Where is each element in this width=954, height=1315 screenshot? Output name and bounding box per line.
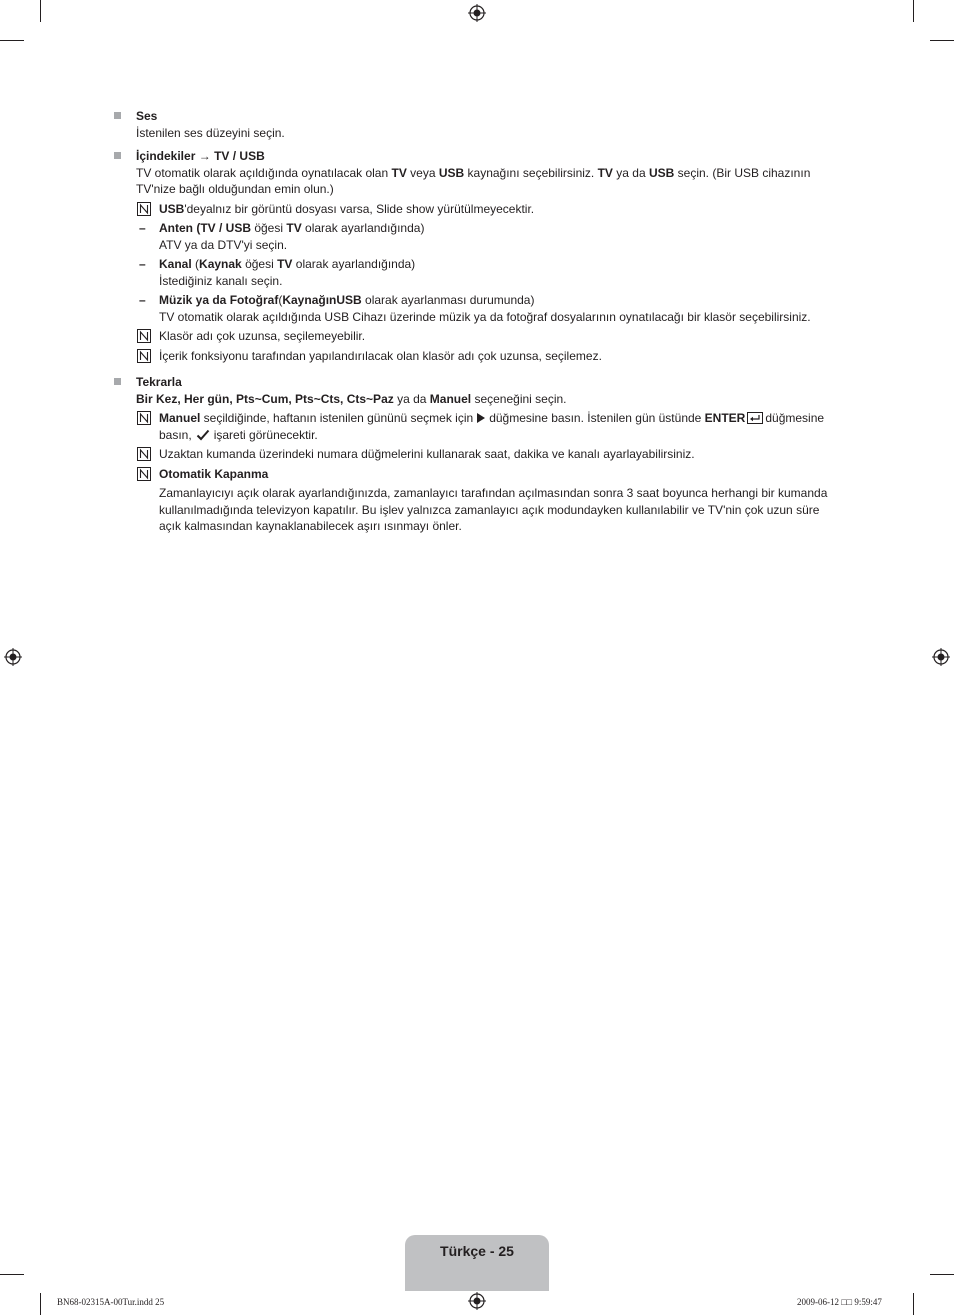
dash-marker: – bbox=[139, 221, 146, 235]
note-item bbox=[113, 328, 848, 345]
section-title: Ses bbox=[136, 109, 158, 123]
text-bold: Bir Kez, Her gün, Pts~Cum, Pts~Cts, Cts~Paz bbox=[136, 391, 394, 406]
note-item-desc: Zamanlayıcıyı açık olarak ayarlandığınızda, zamanlayıcı tarafından açılmasından sonra 3 saat boyunca herhangi bir kumanda kullanılmadığında televizyon kapatılır. Bu işlev yalnızca zamanlayıcı açık modundayken kullanılabilir ve TV'nin çok uzun süre açık kalmasından kaynaklanabilecek aşırı ısınmayı önler. bbox=[159, 486, 828, 533]
registration-mark-icon bbox=[468, 1292, 486, 1310]
registration-mark-icon bbox=[932, 648, 950, 666]
note-icon bbox=[137, 467, 151, 481]
note-icon bbox=[137, 349, 151, 363]
text: ( bbox=[278, 293, 283, 307]
text: Uzaktan kumanda üzerindeki numara düğmelerini kullanarak saat, dakika ve kanalı ayarlayabilirsiniz. bbox=[159, 447, 695, 461]
note-item bbox=[113, 201, 848, 218]
note-icon bbox=[137, 447, 151, 461]
text-bold: Kanal bbox=[159, 257, 192, 271]
section-heading bbox=[113, 148, 848, 165]
text: öğesi bbox=[241, 257, 278, 271]
text-bold: Manuel bbox=[159, 411, 201, 425]
square-bullet-icon bbox=[114, 378, 121, 385]
text-bold: Anten (TV / USB bbox=[159, 221, 251, 235]
dash-item-desc: TV otomatik olarak açıldığında USB Cihazı üzerinde müzik ya da fotoğraf dosyalarının oynatılacağı bir klasör seçebilirsiniz. bbox=[159, 309, 811, 324]
crop-mark bbox=[913, 0, 914, 22]
page-number-tab bbox=[405, 1235, 549, 1291]
crop-mark bbox=[930, 1274, 954, 1275]
slug-file-name: BN68-02315A-00Tur.indd 25 bbox=[57, 1297, 165, 1307]
page-number: Türkçe - 25 bbox=[440, 1243, 514, 1259]
dash-item bbox=[113, 220, 848, 237]
section-ses bbox=[113, 108, 848, 141]
crop-mark bbox=[40, 1293, 41, 1315]
text: seçin. (Bir USB cihazının bbox=[674, 165, 811, 180]
dash-marker: – bbox=[139, 293, 146, 307]
dash-item bbox=[113, 292, 848, 309]
section-title: İçindekiler bbox=[136, 149, 196, 163]
text: İçerik fonksiyonu tarafından yapılandırılacak olan klasör adı çok uzunsa, seçilemez. bbox=[159, 348, 602, 363]
note-item bbox=[113, 348, 848, 365]
text: işareti görünecektir. bbox=[213, 427, 318, 442]
square-bullet-icon bbox=[114, 112, 121, 119]
text-bold: USB bbox=[648, 165, 675, 180]
text: 'deyalnız bir görüntü dosyası varsa, Slide show yürütülmeyecektir. bbox=[184, 201, 535, 216]
note-icon bbox=[137, 202, 151, 216]
text-bold: TV bbox=[391, 165, 407, 180]
text: seçildiğinde, haftanın istenilen gününü seçmek için bbox=[200, 411, 474, 425]
text: veya bbox=[406, 165, 439, 180]
crop-mark bbox=[930, 40, 954, 41]
text: ya da bbox=[393, 391, 430, 406]
square-bullet-icon bbox=[114, 152, 121, 159]
dash-marker: – bbox=[139, 257, 146, 271]
text-bold: TV bbox=[597, 165, 613, 180]
text: Klasör adı çok uzunsa, seçilemeyebilir. bbox=[159, 329, 366, 343]
section-tekrarla bbox=[113, 374, 848, 535]
text-bold: TV bbox=[286, 221, 302, 235]
note-item bbox=[113, 466, 848, 483]
note-icon bbox=[137, 329, 151, 343]
manual-content bbox=[113, 108, 848, 542]
text: olarak ayarlandığında) bbox=[301, 221, 425, 235]
checkmark-icon bbox=[196, 429, 210, 441]
text-bold: Müzik ya da Fotoğraf bbox=[159, 293, 279, 307]
note-item bbox=[113, 446, 848, 463]
text: düğmesine bbox=[765, 411, 825, 425]
text-bold: USB bbox=[438, 165, 465, 180]
section-heading bbox=[113, 108, 848, 125]
note-item bbox=[113, 410, 848, 427]
text: ( bbox=[191, 257, 200, 271]
section-title: Tekrarla bbox=[136, 375, 182, 389]
crop-mark bbox=[0, 40, 24, 41]
text: TV otomatik olarak açıldığında oynatılacak olan bbox=[136, 165, 392, 180]
dash-item-desc: ATV ya da DTV'yi seçin. bbox=[159, 237, 288, 252]
text: seçeneğini seçin. bbox=[471, 391, 567, 406]
text: kaynağını seçebilirsiniz. bbox=[464, 165, 598, 180]
note-icon bbox=[137, 411, 151, 425]
text: ya da bbox=[612, 165, 649, 180]
note-item-line bbox=[113, 427, 848, 444]
paragraph bbox=[113, 391, 848, 408]
paragraph-line: TV'nize bağlı olduğundan emin olun.) bbox=[136, 182, 334, 196]
text-bold: Manuel bbox=[429, 391, 472, 406]
crop-mark bbox=[913, 1293, 914, 1315]
text: basın, bbox=[159, 427, 192, 442]
slug-timestamp: 2009-06-12 □□ 9:59:47 bbox=[797, 1297, 882, 1307]
text: olarak ayarlandığında) bbox=[292, 257, 416, 271]
crop-mark bbox=[0, 1274, 24, 1275]
text-bold: KaynağınUSB bbox=[282, 293, 362, 307]
text-bold: TV bbox=[277, 257, 293, 271]
registration-mark-icon bbox=[4, 648, 22, 666]
dash-item-desc: İstediğiniz kanalı seçin. bbox=[159, 273, 283, 288]
registration-mark-icon bbox=[468, 4, 486, 22]
text-bold: ENTER bbox=[704, 411, 746, 425]
text: olarak ayarlanması durumunda) bbox=[361, 293, 535, 307]
play-arrow-icon bbox=[476, 413, 486, 423]
text-bold: USB bbox=[159, 201, 185, 216]
paragraph bbox=[113, 165, 848, 182]
text-bold: Kaynak bbox=[199, 257, 242, 271]
text-bold: Otomatik Kapanma bbox=[159, 466, 269, 481]
section-icindekiler bbox=[113, 148, 848, 364]
section-title-suffix: TV / USB bbox=[214, 149, 265, 163]
arrow-glyph: → bbox=[198, 149, 211, 163]
text: öğesi bbox=[251, 221, 287, 235]
text: düğmesine basın. İstenilen gün üstünde bbox=[489, 411, 705, 425]
section-heading bbox=[113, 374, 848, 391]
dash-item bbox=[113, 256, 848, 273]
section-desc: İstenilen ses düzeyini seçin. bbox=[136, 125, 285, 140]
crop-mark bbox=[40, 0, 41, 22]
enter-icon bbox=[747, 412, 763, 424]
